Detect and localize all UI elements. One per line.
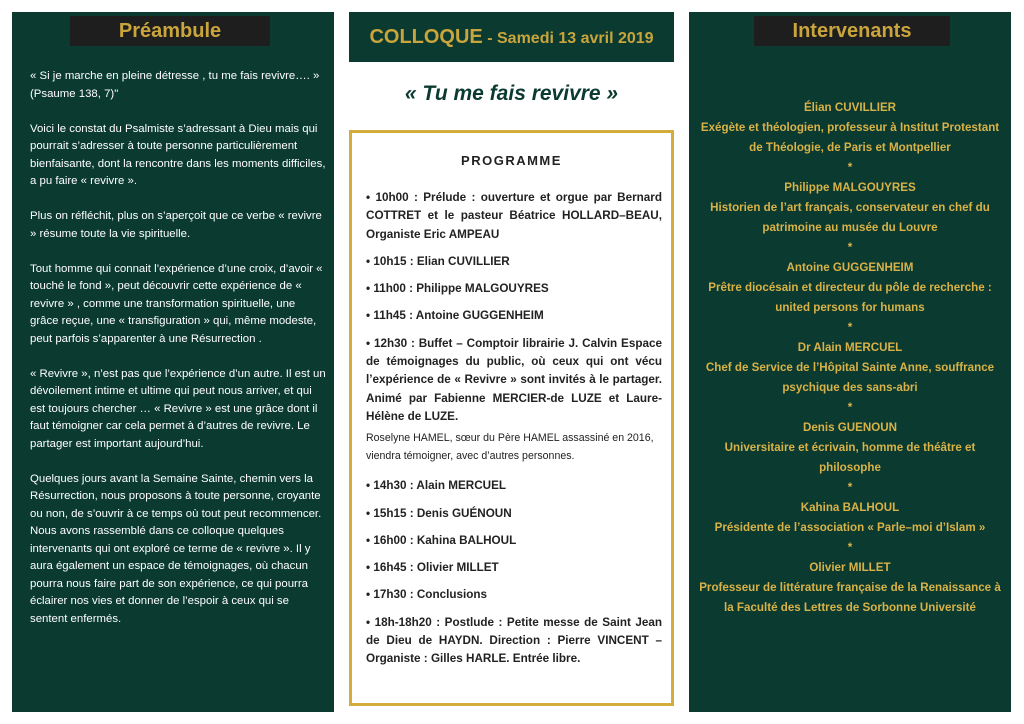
- program-item: • 10h15 : Elian CUVILLIER: [366, 254, 510, 268]
- speaker-entry: [699, 558, 1001, 618]
- program-item: • 16h00 : Kahina BALHOUL: [366, 533, 517, 547]
- preamble-paragraph: Plus on réfléchit, plus on s’aperçoit que ce verbe « revivre » résume toute la vie spirituelle.: [30, 210, 322, 240]
- colloque-label: COLLOQUE: [369, 26, 483, 48]
- speaker-description: Prêtre diocésain et directeur du pôle de recherche : united persons for humans: [708, 281, 992, 314]
- program-item: • 18h-18h20 : Postlude : Petite messe de Saint Jean de Dieu de HAYDN. Direction : Pierre VINCENT – Organiste : Gilles HARLE. Entrée libre.: [366, 615, 662, 666]
- speaker-entry: [699, 418, 1001, 498]
- program-item: • 10h00 : Prélude : ouverture et orgue par Bernard COTTRET et le pasteur Béatrice HOLLARD–BEAU, Organiste Eric AMPEAU: [366, 191, 662, 241]
- preamble-paragraph: Tout homme qui connait l’expérience d’une croix, d’avoir « touché le fond », peut découvrir cette expérience de « revivre » , comme une transformation spirituelle, une grâce reçue, une « transfiguration » qui, même modeste, peut parfois s’apparenter à une Résurrection .: [30, 262, 323, 345]
- star-separator: *: [847, 401, 853, 414]
- preamble-paragraph: « Revivre », n’est pas que l’expérience d’un autre. Il est un dévoilement intime et ultime qui peut nous arriver, et qui est toujours chercher … « Revivre » est une grâce dont il faut témoigner car cela permet à d’autres de revivre. Le partager est important aujourd’hui.: [30, 367, 326, 450]
- preamble-paragraph: Voici le constat du Psalmiste s’adressant à Dieu mais qui pourrait s’adresser à toute personne particulièrement bienfaisante, dont la rencontre dans les moments difficiles, a pu faire « revivre ».: [30, 122, 326, 187]
- star-separator: *: [847, 541, 853, 554]
- speaker-entry: [699, 258, 1001, 338]
- speaker-name: Élian CUVILLIER: [803, 101, 897, 114]
- speaker-description: Exégète et théologien, professeur à Institut Protestant de Théologie, de Paris et Montpellier: [700, 121, 1000, 154]
- speaker-entry: [699, 98, 1001, 178]
- main-title: « Tu me fais revivre »: [404, 82, 619, 105]
- speaker-description: Présidente de l’association « Parle–moi d’Islam »: [714, 521, 986, 534]
- speaker-name: Olivier MILLET: [809, 561, 891, 574]
- star-separator: *: [847, 241, 853, 254]
- program-item: • 11h00 : Philippe MALGOUYRES: [366, 282, 549, 296]
- speaker-entry: [699, 178, 1001, 258]
- speaker-name: Kahina BALHOUL: [800, 501, 900, 514]
- speakers-list: [699, 98, 1001, 618]
- preamble-paragraph: « Si je marche en pleine détresse , tu me fais revivre…. » (Psaume 138, 7)": [30, 70, 320, 100]
- speaker-entry: [699, 338, 1001, 418]
- program-item: • 14h30 : Alain MERCUEL: [366, 479, 507, 493]
- program-note: Roselyne HAMEL, sœur du Père HAMEL assassiné en 2016, viendra témoigner, avec d’autres personnes.: [366, 432, 654, 463]
- program-title: PROGRAMME: [461, 153, 562, 168]
- colloque-date: - Samedi 13 avril 2019: [482, 30, 654, 47]
- colloque-banner: [349, 12, 674, 62]
- preamble-panel: [12, 12, 334, 712]
- program-box: [349, 130, 674, 706]
- preamble-paragraph: Quelques jours avant la Semaine Sainte, chemin vers la Résurrection, nous proposons à toute personne, croyante ou non, de s’ouvrir à ce temps où tout peut recommencer. Nous avons rassemblé dans ce colloque quelques intervenants qui ont exploré ce terme de « revivre ». Il y aura également un espace de témoignages, où chacun pourra nous faire part de son expérience, ce qui pourra éclairer nos vies et donner de l’espoir à ceux qui se sentent enfermés.: [30, 472, 322, 625]
- speaker-description: Chef de Service de l’Hôpital Sainte Anne, souffrance psychique des sans-abri: [705, 361, 995, 394]
- speaker-name: Denis GUENOUN: [802, 421, 898, 434]
- speakers-panel: [689, 12, 1011, 712]
- program-item: • 12h30 : Buffet – Comptoir librairie J. Calvin Espace de témoignages du public, où ceux qui ont vécu l’expérience de « Revivre » sont invités à le partager. Animé par Fabienne MERCIER-de LUZE et Laure-Hélène de LUZE.: [366, 336, 662, 423]
- speaker-description: Professeur de littérature française de la Renaissance à la Faculté des Lettres de Sorbonne Université: [699, 581, 1001, 614]
- star-separator: *: [847, 321, 853, 334]
- speaker-name: Antoine GUGGENHEIM: [786, 261, 914, 274]
- program-list: [366, 189, 662, 678]
- program-item: • 15h15 : Denis GUÉNOUN: [366, 506, 512, 520]
- speaker-description: Historien de l’art français, conservateur en chef du patrimoine au musée du Louvre: [710, 201, 990, 234]
- speaker-description: Universitaire et écrivain, homme de théâtre et philosophe: [724, 441, 976, 474]
- speakers-title: Intervenants: [754, 16, 950, 46]
- star-separator: *: [847, 161, 853, 174]
- speaker-entry: [699, 498, 1001, 558]
- program-item: • 17h30 : Conclusions: [366, 588, 487, 602]
- preamble-body: [30, 68, 326, 646]
- speaker-name: Philippe MALGOUYRES: [784, 181, 916, 194]
- preamble-title: Préambule: [70, 16, 270, 46]
- program-item: • 16h45 : Olivier MILLET: [366, 561, 499, 575]
- speaker-name: Dr Alain MERCUEL: [797, 341, 903, 354]
- star-separator: *: [847, 481, 853, 494]
- program-item: • 11h45 : Antoine GUGGENHEIM: [366, 309, 544, 323]
